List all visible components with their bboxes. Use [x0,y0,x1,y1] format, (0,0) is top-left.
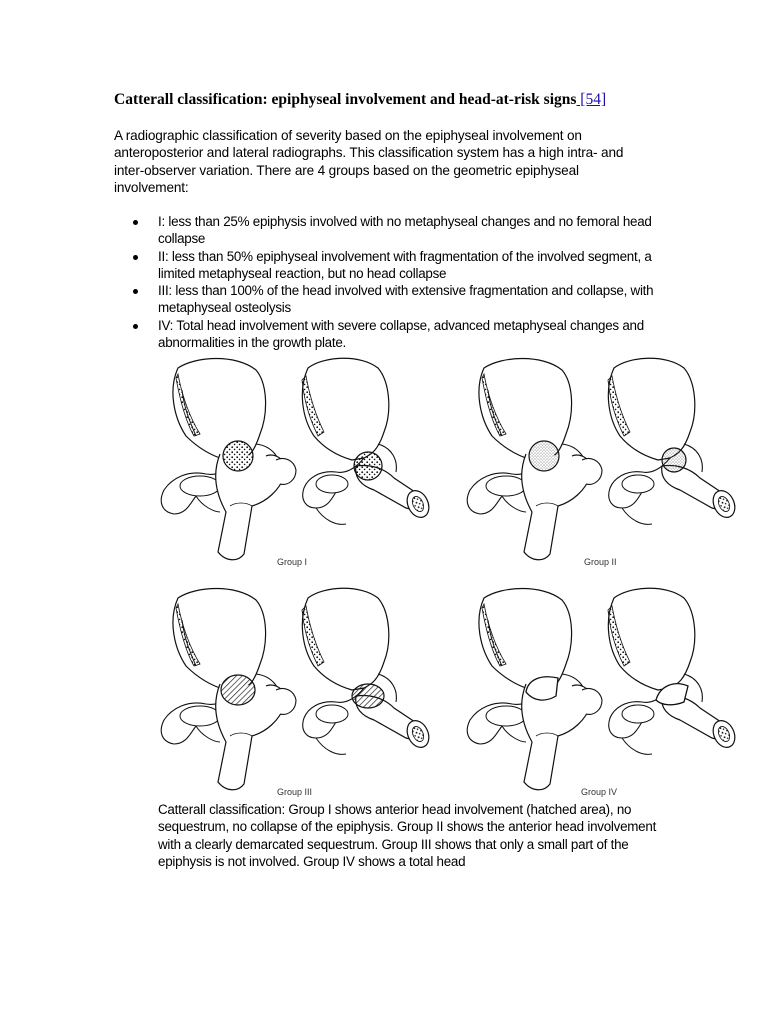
list-item [114,317,674,352]
bullet-icon [133,324,138,329]
reference-link[interactable]: [54] [576,91,607,108]
list-item [114,282,674,317]
bullet-icon [133,220,138,225]
intro-paragraph: A radiographic classification of severity based on the epiphyseal involvement on anteroposterior and lateral radiographs. This classification system has a high intra- and inter-observer variation. There are 4 groups based on the geometric epiphyseal involvement: [114,128,624,195]
heading-title: Catterall classification: epiphyseal involvement and head-at-risk signs [114,91,577,108]
figure-caption: Catterall classification: Group I shows anterior head involvement (hatched area), no sequestrum, no collapse of the epiphysis. Group II shows the anterior head involvement with a clearly demarcated sequestrum. Group III shows that only a small part of the epiphysis is not involved. Group IV shows a total head [158,802,657,869]
catterall-figure [150,354,740,804]
group-3-illustration [161,588,433,790]
group-label: Group III [277,787,313,797]
group-label: Group IV [581,787,618,797]
list-item-text: III: less than 100% of the head involved with extensive fragmentation and collapse, with metaphyseal osteolysis [158,283,654,316]
bullet-icon [133,255,138,260]
list-item [114,248,674,283]
group-list [114,213,674,351]
list-item-text: I: less than 25% epiphysis involved with no metaphyseal changes and no femoral head collapse [158,214,652,247]
bullet-icon [133,289,138,294]
group-4-illustration [467,588,739,790]
group-1-illustration [161,358,433,560]
section-heading [114,89,734,111]
group-label: Group II [584,557,617,567]
list-item-text: II: less than 50% epiphyseal involvement with fragmentation of the involved segment, a limited metaphyseal reaction, but no head collapse [158,248,652,281]
group-label: Group I [277,557,308,567]
hip-illustrations [150,354,740,804]
list-item [114,213,674,248]
group-2-illustration [467,358,739,560]
list-item-text: IV: Total head involvement with severe collapse, advanced metaphyseal changes and abnormalities in the growth plate. [158,317,644,351]
